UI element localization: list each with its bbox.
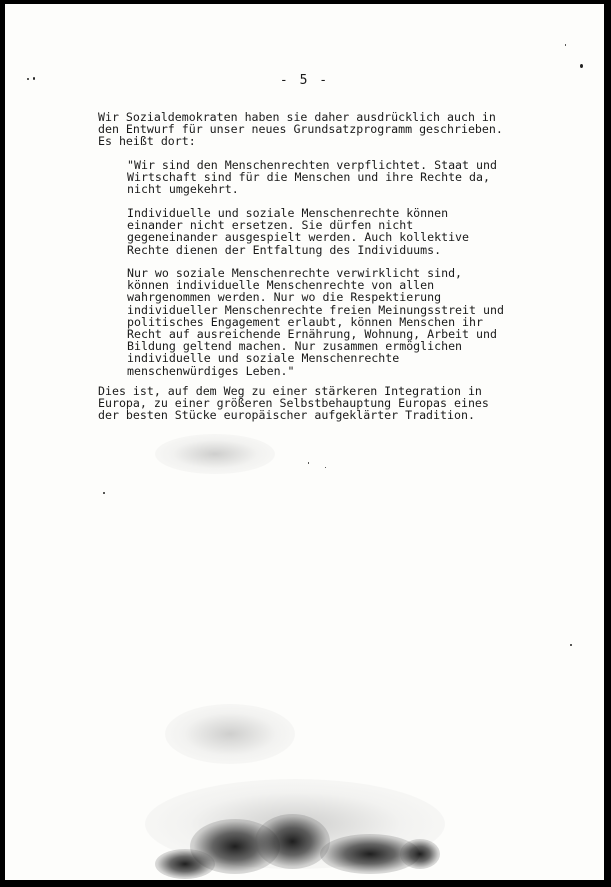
closing-paragraph: Dies ist, auf dem Weg zu einer stärkeren Integration in Europa, zu einer größeren Selbstbehauptung Europas eines der besten Stücke europäischer aufgeklärter Tradition. bbox=[98, 384, 489, 423]
quote-paragraph: "Wir sind den Menschenrechten verpflichtet. Staat und Wirtschaft sind für die Menschen und ihre Rechte da, nicht umgekehrt. bbox=[127, 158, 497, 197]
intro-paragraph: Wir Sozialdemokraten haben sie daher ausdrücklich auch in den Entwurf für unser neues Grundsatzprogramm geschrieben. Es heißt dort: bbox=[98, 110, 503, 149]
quote-paragraph: Individuelle und soziale Menschenrechte können einander nicht ersetzen. Sie dürfen nicht gegeneinander ausgespielt werden. Auch kollektive Rechte dienen der Entfaltung des Individuums. bbox=[127, 206, 470, 257]
document-page bbox=[5, 4, 604, 880]
page-number: - 5 - bbox=[279, 73, 330, 88]
quote-paragraph: Nur wo soziale Menschenrechte verwirklicht sind, können individuelle Menschenrechte von allen wahrgenommen werden. Nur wo die Respektierung individueller Menschenrechte freien Meinungsstreit und politisches Engagement erlaubt, können Menschen ihr Recht auf ausreichende Ernährung, Wohnung, Arbeit und Bildung geltend machen. Nur zusammen ermöglichen individuelle und soziale Menschenrechte menschenwürdiges Leben." bbox=[127, 266, 504, 378]
